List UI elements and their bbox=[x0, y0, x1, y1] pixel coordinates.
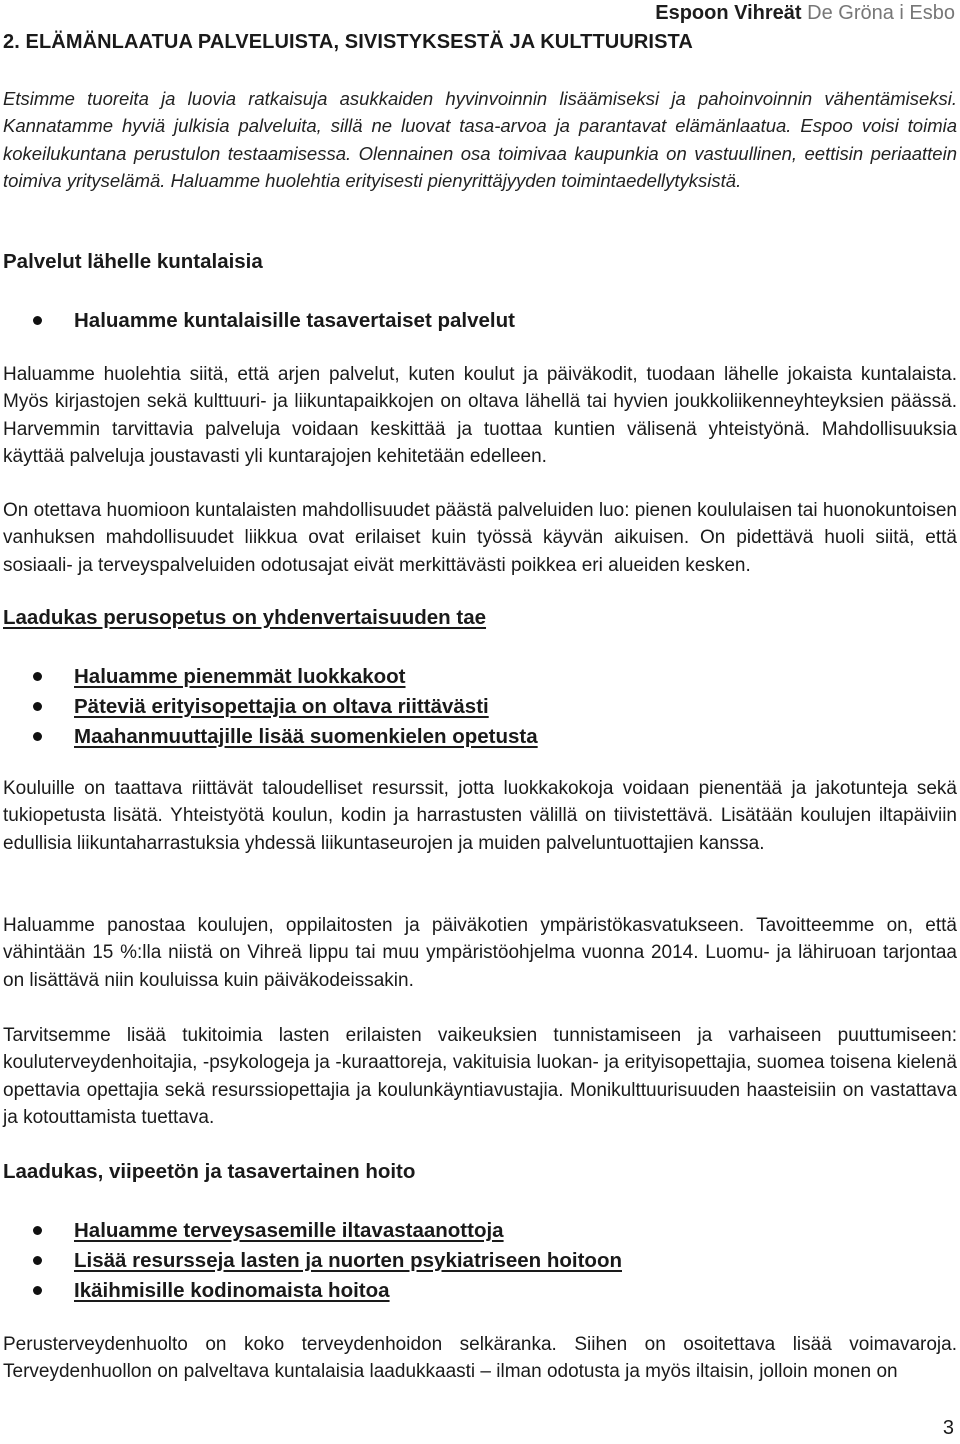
section-heading: Laadukas, viipeetön ja tasavertainen hoito bbox=[3, 1160, 416, 1183]
bullet-dot bbox=[33, 732, 42, 741]
bullet-dot bbox=[33, 1256, 42, 1265]
section-heading: Laadukas perusopetus on yhdenvertaisuuden tae bbox=[3, 606, 487, 629]
paragraph-education-3 bbox=[3, 1022, 957, 1131]
bullet-list-services bbox=[3, 306, 957, 336]
bullet-item bbox=[3, 692, 957, 722]
paragraph-services-2 bbox=[3, 497, 957, 579]
bullet-dot bbox=[33, 672, 42, 681]
body-paragraph: Tarvitsemme lisää tukitoimia lasten erilaisten vaikeuksien tunnistamiseen ja varhaiseen puuttumiseen: kouluterveydenhoitajia, -psykologeja ja -kuraattoreja, vakituisia luokan- ja erityisopettajia, suomea toisena kielenä opettavia opettajia sekä resurssiopettajia ja koulunkäyntiavustajia. Monikulttuurisuuden haasteisiin on vastattava ja kotouttamista tuettava. bbox=[3, 1025, 957, 1128]
section-heading-services bbox=[3, 250, 957, 274]
bullet-text: Haluamme pienemmät luokkakoot bbox=[74, 665, 406, 688]
section-heading-healthcare bbox=[3, 1160, 957, 1184]
bullet-dot bbox=[33, 316, 42, 325]
section-heading-education bbox=[3, 606, 957, 630]
body-paragraph: Perusterveydenhuolto on koko terveydenhoidon selkäranka. Siihen on osoitettava lisää voimavaroja. Terveydenhuollon on palveltava kuntalaisia laadukkaasti – ilman odotusta ja myös iltaisin, jolloin monen on bbox=[3, 1334, 957, 1383]
bullet-dot bbox=[33, 702, 42, 711]
bullet-item bbox=[3, 722, 957, 752]
bullet-text: Haluamme kuntalaisille tasavertaiset palvelut bbox=[74, 309, 515, 332]
bullet-list-healthcare bbox=[3, 1216, 957, 1305]
bullet-list-education bbox=[3, 662, 957, 751]
brand-name: Espoon Vihreät bbox=[655, 2, 802, 24]
brand-name-swedish: De Gröna i Esbo bbox=[807, 2, 955, 24]
bullet-item bbox=[3, 1276, 957, 1306]
bullet-item bbox=[3, 1216, 957, 1246]
bullet-item bbox=[3, 306, 957, 336]
bullet-dot bbox=[33, 1226, 42, 1235]
bullet-item bbox=[3, 662, 957, 692]
intro-paragraph: Etsimme tuoreita ja luovia ratkaisuja asukkaiden hyvinvoinnin lisäämiseksi ja pahoinvoinnin vähentämiseksi. Kannatamme hyviä julkisia palveluita, sillä ne luovat tasa-arvoa ja parantavat elämänlaatua. Espoo voisi toimia kokeilukuntana perustulon testaamisessa. Olennainen osa toimivaa kaupunkia on vastuullinen, eettisin periaattein toimiva yrityselämä. Haluamme huolehtia erityisesti pienyrittäjyyden toimintaedellytyksistä. bbox=[3, 88, 957, 191]
body-paragraph: On otettava huomioon kuntalaisten mahdollisuudet päästä palveluiden luo: pienen koululaisen tai huonokuntoisen vanhuksen mahdollisuudet liikkua ovat erilaiset kuin työssä käyvän aikuisen. On pidettävä huoli siitä, että sosiaali- ja terveyspalveluiden odotusajat eivät merkittävästi poikkea eri alueiden kesken. bbox=[3, 500, 957, 576]
bullet-text: Lisää resursseja lasten ja nuorten psykiatriseen hoitoon bbox=[74, 1248, 622, 1272]
bullet-dot bbox=[33, 1286, 42, 1295]
bullet-text: Ikäihmisille kodinomaista hoitoa bbox=[74, 1278, 390, 1302]
paragraph-healthcare-1 bbox=[3, 1331, 957, 1386]
chapter-title: 2. ELÄMÄNLAATUA PALVELUISTA, SIVISTYKSESTÄ JA KULTTUURISTA bbox=[3, 31, 693, 53]
body-paragraph: Kouluille on taattava riittävät taloudelliset resurssit, jotta luokkakokoja voidaan pienentää ja jakotunteja sekä tukiopetusta lisätä. Yhteistyötä koulun, kodin ja harrastusten välillä on tiivistettävä. Lisätään koulujen iltapäiviin edullisia liikuntaharrastuksia yhdessä liikuntaseurojen ja muiden palveluntuottajien kanssa. bbox=[3, 778, 957, 854]
bullet-item bbox=[3, 1246, 957, 1276]
body-paragraph: Haluamme panostaa koulujen, oppilaitosten ja päiväkotien ympäristökasvatukseen. Tavoitteemme on, että vähintään 15 %:lla niistä on Vihreä lippu tai muu ympäristöohjelma vuonna 2014. Luomu- ja lähiruoan tarjontaa on lisättävä niin kouluissa kuin päiväkodeissakin. bbox=[3, 915, 957, 991]
paragraph-education-1 bbox=[3, 775, 957, 857]
intro-block bbox=[3, 85, 957, 194]
paragraph-services-1 bbox=[3, 361, 957, 470]
section-heading: Palvelut lähelle kuntalaisia bbox=[3, 250, 263, 273]
body-paragraph: Haluamme huolehtia siitä, että arjen palvelut, kuten koulut ja päiväkodit, tuodaan lähelle jokaista kuntalaista. Myös kirjastojen sekä kulttuuri- ja liikuntapaikkojen on oltava lähellä tai hyvien joukkoliikenneyhteyksien päässä. Harvemmin tarvittavia palveluja voidaan keskittää ja tuottaa kuntien välisenä yhteistyönä. Mahdollisuuksia käyttää palveluja joustavasti yli kuntarajojen kehitetään edelleen. bbox=[3, 364, 957, 467]
bullet-text: Haluamme terveysasemille iltavastaanottoja bbox=[74, 1219, 504, 1242]
brand-logo bbox=[655, 2, 955, 25]
paragraph-education-2 bbox=[3, 912, 957, 994]
bullet-text: Päteviä erityisopettajia on oltava riittävästi bbox=[74, 694, 489, 718]
page-number: 3 bbox=[942, 1417, 954, 1439]
bullet-text: Maahanmuuttajille lisää suomenkielen opetusta bbox=[74, 724, 538, 748]
